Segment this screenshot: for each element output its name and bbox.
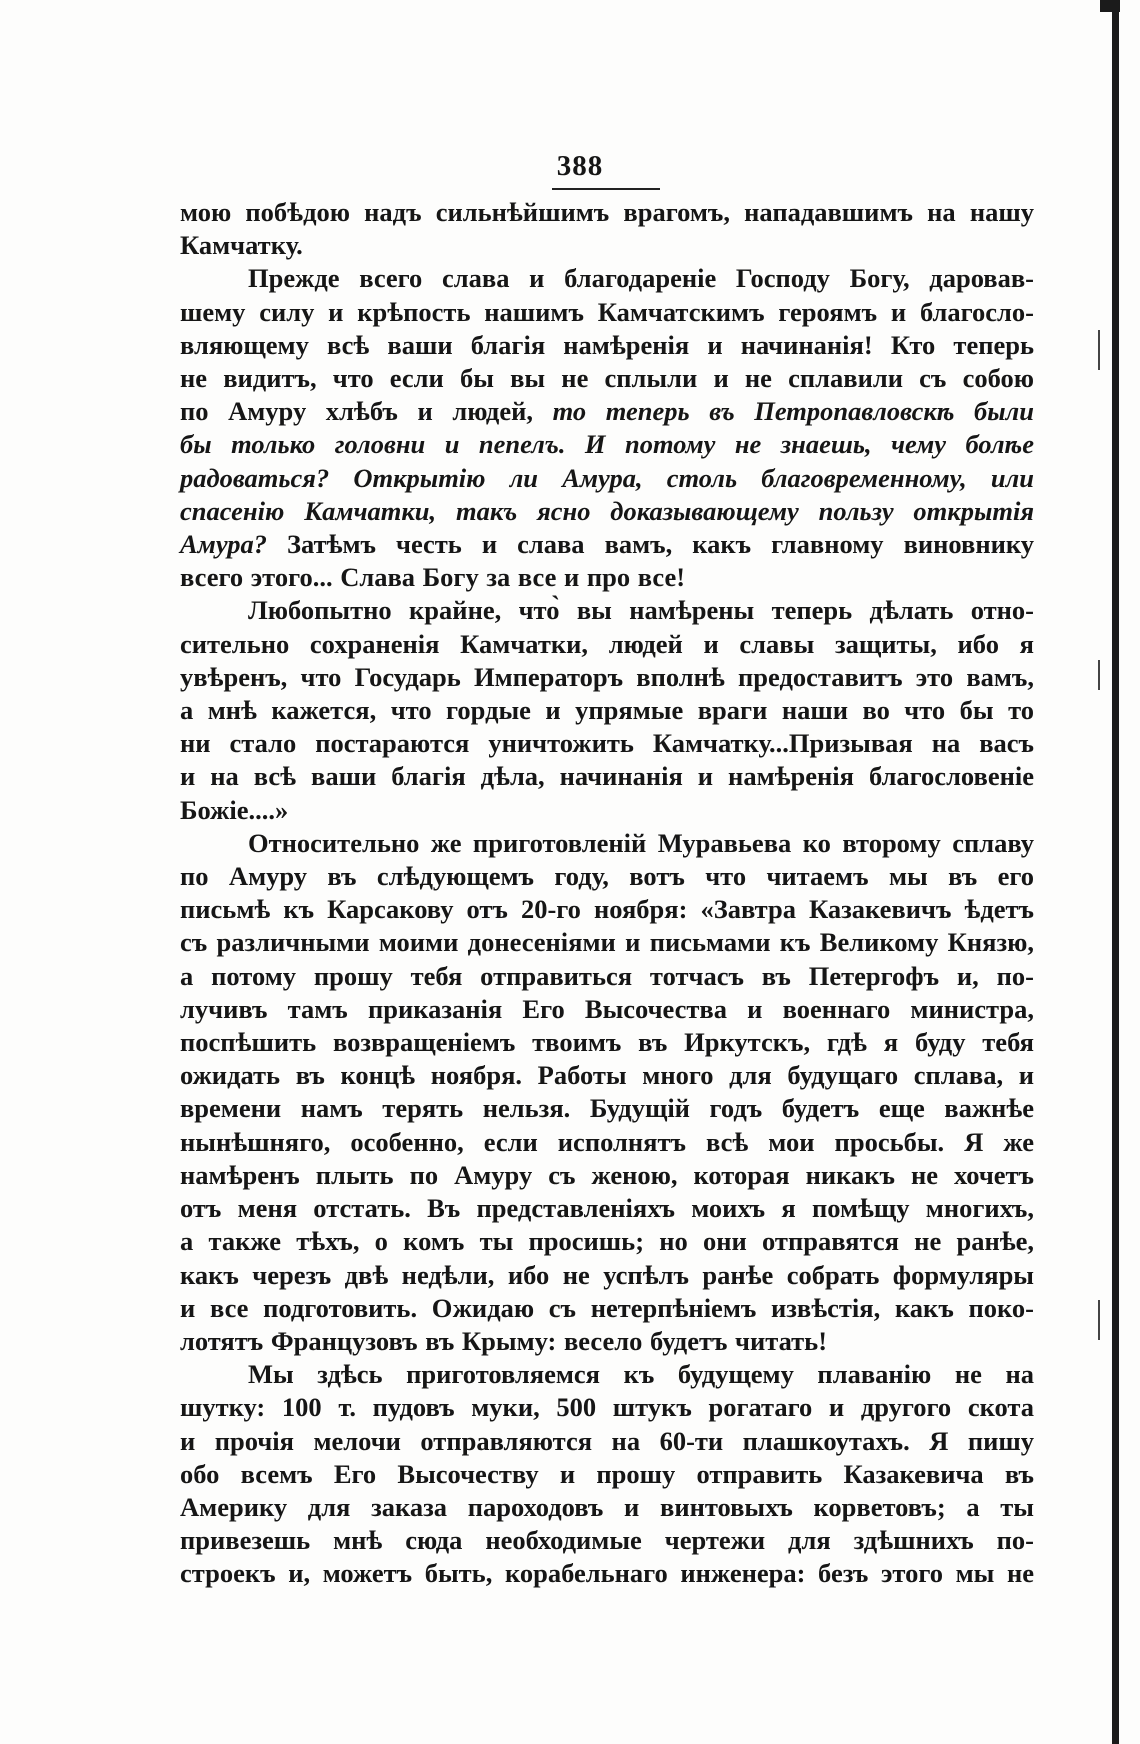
text-line bbox=[180, 262, 1034, 295]
text-line bbox=[180, 1557, 1034, 1590]
text-line bbox=[180, 594, 1034, 627]
text-line bbox=[180, 561, 1034, 594]
text-line bbox=[180, 1458, 1034, 1491]
text-line bbox=[180, 462, 1034, 495]
binding-edge bbox=[1112, 0, 1119, 1744]
text-run: и все подготовить. Ожидаю съ нетерпѣніемъ извѣстія, какъ поко- bbox=[180, 1292, 1034, 1323]
text-line bbox=[180, 362, 1034, 395]
text-run: намѣренъ плыть по Амуру съ женою, которая никакъ не хочетъ bbox=[180, 1159, 1034, 1190]
text-line bbox=[180, 528, 1034, 561]
text-line bbox=[180, 296, 1034, 329]
text-run: Затѣмъ честь и слава вамъ, какъ главному виновнику bbox=[267, 529, 1034, 560]
text-run: лучивъ тамъ приказанія Его Высочества и военнаго министра, bbox=[180, 993, 1034, 1024]
text-line bbox=[180, 495, 1034, 528]
text-run: шутку: 100 т. пудовъ муки, 500 штукъ рогатаго и другого скота bbox=[180, 1392, 1034, 1423]
text-line bbox=[180, 993, 1034, 1026]
italic-run: спасенію Камчатки, такъ ясно доказывающему пользу открытія bbox=[180, 495, 1034, 526]
text-line bbox=[180, 727, 1034, 760]
text-run: нынѣшняго, особенно, если исполнятъ всѣ мои просьбы. Я же bbox=[180, 1126, 1034, 1157]
paragraph-2 bbox=[180, 594, 1034, 826]
text-line bbox=[180, 1192, 1034, 1225]
text-line bbox=[180, 1026, 1034, 1059]
text-line bbox=[180, 926, 1034, 959]
text-line bbox=[180, 960, 1034, 993]
text-line bbox=[180, 694, 1034, 727]
text-run: письмѣ къ Карсакову отъ 20-го ноября: «Завтра Казакевичъ ѣдетъ bbox=[180, 894, 1034, 925]
text-line bbox=[180, 1391, 1034, 1424]
text-line bbox=[180, 1292, 1034, 1325]
text-line bbox=[180, 827, 1034, 860]
text-run: вляющему всѣ ваши благія намѣренія и начинанія! Кто теперь bbox=[180, 329, 1034, 360]
text-run: Мы здѣсь приготовляемся къ будущему плаванію не на bbox=[248, 1359, 1034, 1390]
text-line: мою побѣдою надъ сильнѣйшимъ врагомъ, нападавшимъ на нашу bbox=[180, 197, 1034, 227]
text-line bbox=[180, 1126, 1034, 1159]
text-run: шему силу и крѣпость нашимъ Камчатскимъ героямъ и благосло- bbox=[180, 296, 1034, 327]
text-run: поспѣшить возвращеніемъ твоимъ въ Иркутскъ, гдѣ я буду тебя bbox=[180, 1027, 1034, 1058]
text-run: ожидать въ концѣ ноября. Работы много для будущаго сплава, и bbox=[180, 1060, 1034, 1091]
text-line bbox=[180, 1159, 1034, 1192]
text-run: привезешь мнѣ сюда необходимые чертежи для здѣшнихъ по- bbox=[180, 1525, 1034, 1556]
text-run: Любопытно крайне, что̀ вы намѣрены теперь дѣлать отно- bbox=[248, 595, 1034, 626]
italic-run: то теперь въ Петропавловскѣ были bbox=[552, 396, 1034, 427]
text-run: обо всемъ Его Высочеству и прошу отправить Казакевича въ bbox=[180, 1458, 1034, 1489]
page-number-rule bbox=[552, 188, 660, 190]
text-run: и прочія мелочи отправляются на 60-ти плашкоутахъ. Я пишу bbox=[180, 1425, 1034, 1456]
text-run: а потому прошу тебя отправиться тотчасъ въ Петергофъ и, по- bbox=[180, 960, 1034, 991]
text-line bbox=[180, 1524, 1034, 1557]
italic-run: радоваться? Открытію ли Амура, столь благовременному, или bbox=[180, 462, 1034, 493]
text-run: и на всѣ ваши благія дѣла, начинанія и намѣренія благословеніе bbox=[180, 761, 1034, 792]
text-line bbox=[180, 428, 1034, 461]
text-run: строекъ и, можетъ быть, корабельнаго инженера: безъ этого мы не bbox=[180, 1558, 1034, 1589]
text-line bbox=[180, 1259, 1034, 1292]
italic-run: Амура? bbox=[180, 529, 267, 560]
paragraph-4 bbox=[180, 1358, 1034, 1590]
text-run: отъ меня отстать. Въ представленіяхъ моихъ я помѣщу многихъ, bbox=[180, 1193, 1034, 1224]
text-run: Америку для заказа пароходовъ и винтовыхъ корветовъ; а ты bbox=[180, 1491, 1034, 1522]
text-run: съ различными моими донесеніями и письмами къ Великому Князю, bbox=[180, 927, 1034, 958]
margin-mark bbox=[1098, 660, 1100, 690]
text-run: увѣренъ, что Государь Императоръ вполнѣ предоставитъ это вамъ, bbox=[180, 661, 1034, 692]
text-run: по Амуру въ слѣдующемъ году, вотъ что читаемъ мы въ его bbox=[180, 861, 1034, 892]
text-line bbox=[180, 628, 1034, 661]
text-run: Божіе....» bbox=[180, 794, 289, 825]
text-line bbox=[180, 395, 1034, 428]
text-line bbox=[180, 661, 1034, 694]
text-line: Камчатку. bbox=[180, 230, 303, 261]
text-line bbox=[180, 1325, 1034, 1358]
margin-mark bbox=[1098, 1300, 1100, 1340]
text-run: лотятъ Французовъ въ Крыму: весело будетъ читать! bbox=[180, 1325, 828, 1356]
text-run: времени намъ терять нельзя. Будущій годъ будетъ еще важнѣе bbox=[180, 1093, 1034, 1124]
text-line bbox=[180, 1225, 1034, 1258]
text-line bbox=[180, 1358, 1034, 1391]
text-run: по Амуру хлѣбъ и людей, bbox=[180, 396, 553, 427]
text-run: ни стало постараются уничтожить Камчатку...Призывая на васъ bbox=[180, 728, 1034, 759]
text-line bbox=[180, 794, 1034, 827]
text-line bbox=[180, 760, 1034, 793]
text-run: а мнѣ кажется, что гордые и упрямые враги наши во что бы то bbox=[180, 695, 1034, 726]
text-line bbox=[180, 329, 1034, 362]
text-line bbox=[180, 1491, 1034, 1524]
text-run: не видитъ, что если бы вы не сплыли и не сплавили съ собою bbox=[180, 363, 1034, 394]
text-run: а также тѣхъ, о комъ ты просишь; но они отправятся не ранѣе, bbox=[180, 1226, 1034, 1257]
text-run: всего этого... Слава Богу за все и про все! bbox=[180, 562, 686, 593]
text-line bbox=[180, 860, 1034, 893]
text-line bbox=[180, 893, 1034, 926]
italic-run: бы только головни и пепелъ. И потому не знаешь, чему болѣе bbox=[180, 429, 1034, 460]
body-text bbox=[180, 196, 1034, 1591]
text-line bbox=[180, 1092, 1034, 1125]
text-run: сительно сохраненія Камчатки, людей и славы защиты, ибо я bbox=[180, 628, 1034, 659]
paragraph-3 bbox=[180, 827, 1034, 1358]
paragraph-1 bbox=[180, 262, 1034, 594]
text-run: Относительно же приготовленій Муравьева ко второму сплаву bbox=[248, 827, 1034, 858]
text-line bbox=[180, 1059, 1034, 1092]
margin-mark bbox=[1098, 330, 1100, 370]
text-run: какъ черезъ двѣ недѣли, ибо не успѣлъ ранѣе собрать формуляры bbox=[180, 1259, 1034, 1290]
text-line bbox=[180, 1425, 1034, 1458]
page-number: 388 bbox=[556, 150, 604, 182]
text-run: Прежде всего слава и благодареніе Господу Богу, даровав- bbox=[248, 263, 1034, 294]
